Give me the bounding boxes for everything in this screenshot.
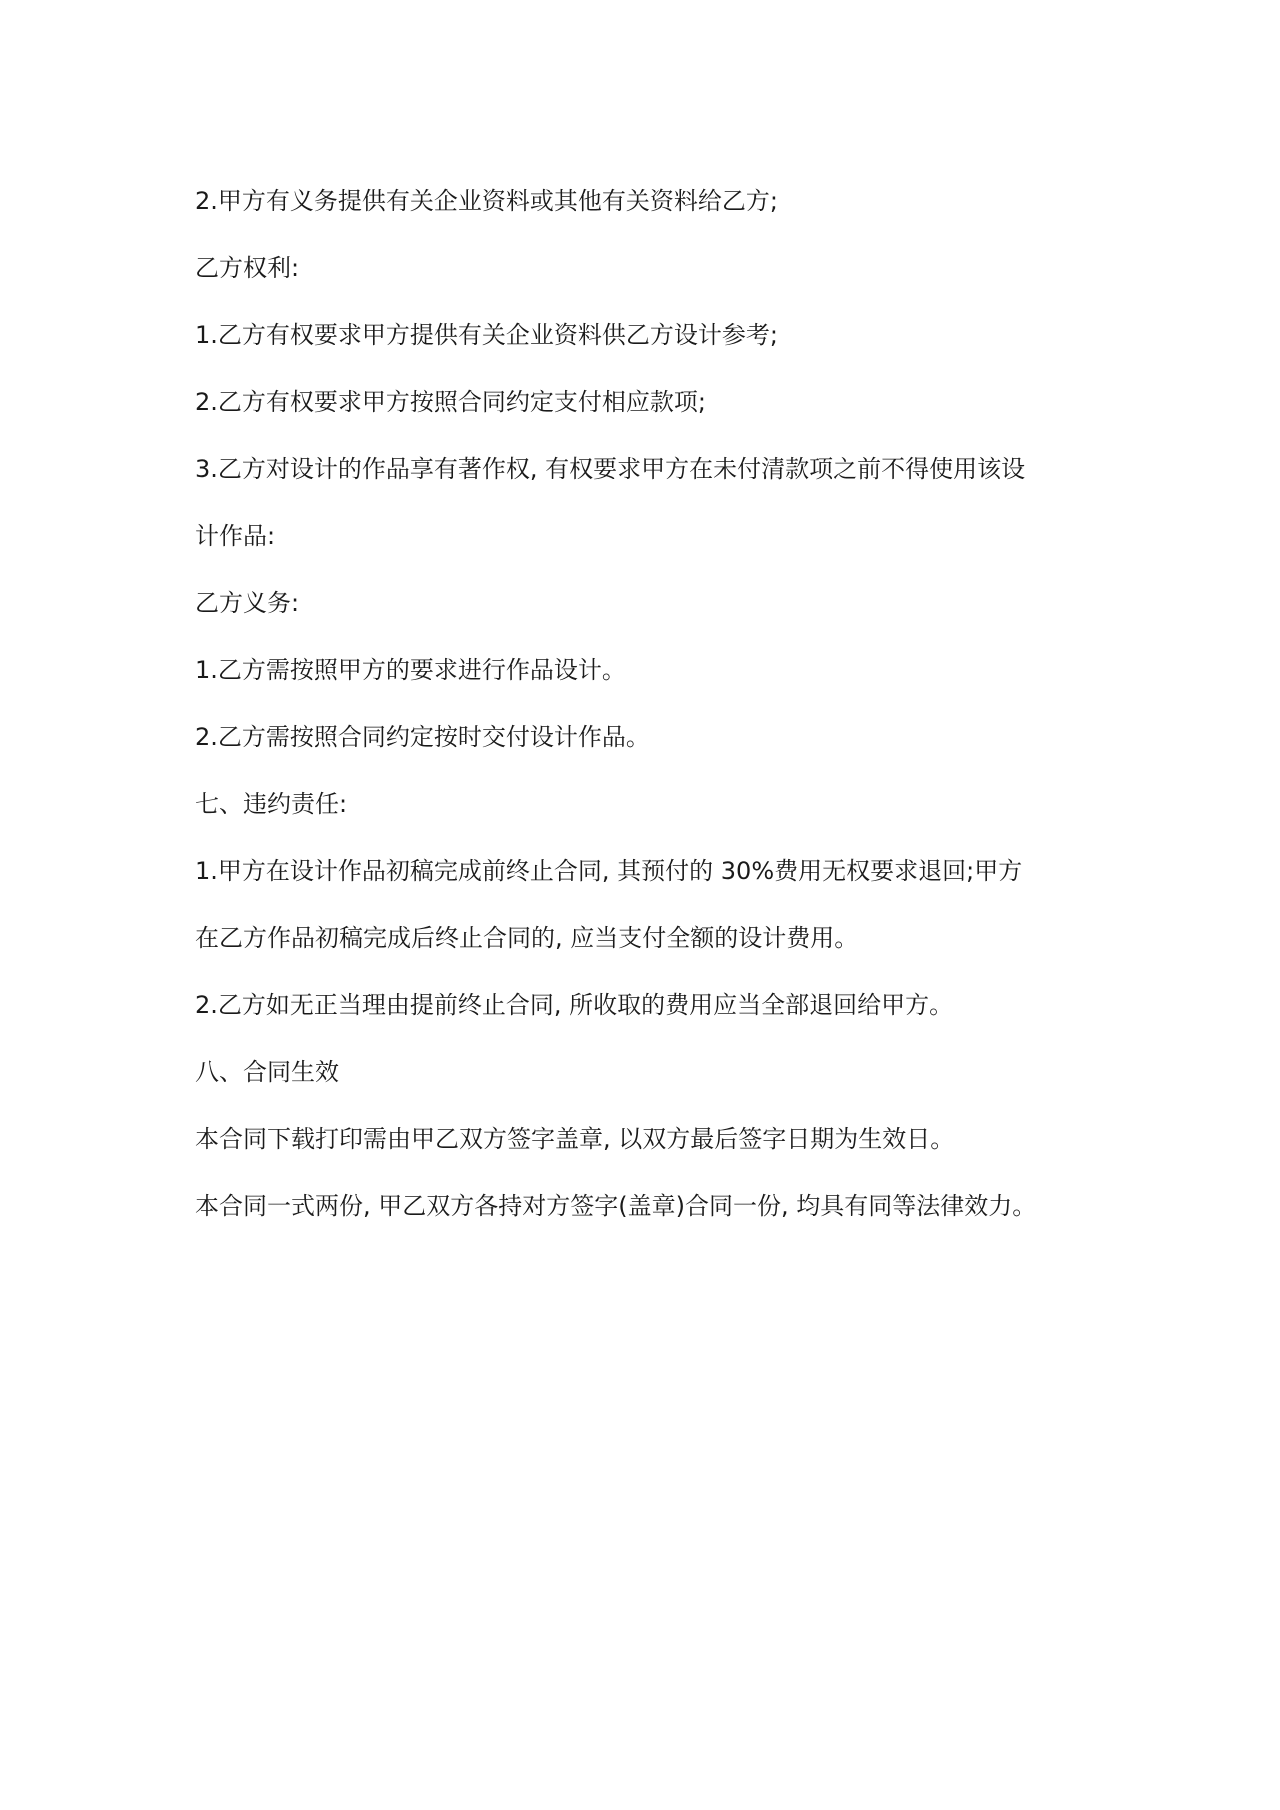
section-heading: 乙方义务:: [195, 589, 300, 617]
text-line: 2.乙方需按照合同约定按时交付设计作品。: [195, 723, 650, 751]
section-heading: 乙方权利:: [195, 254, 300, 282]
text-line: 2.乙方有权要求甲方按照合同约定支付相应款项;: [195, 388, 706, 416]
document-body: [195, 168, 1095, 1240]
text-line: 1.乙方有权要求甲方提供有关企业资料供乙方设计参考;: [195, 321, 778, 349]
text-line: 2.乙方如无正当理由提前终止合同, 所收取的费用应当全部退回给甲方。: [195, 991, 954, 1019]
text-line: 计作品:: [195, 522, 276, 550]
text-line: 本合同下载打印需由甲乙双方签字盖章, 以双方最后签字日期为生效日。: [195, 1125, 955, 1153]
text-line: 在乙方作品初稿完成后终止合同的, 应当支付全额的设计费用。: [195, 924, 859, 952]
section-heading: 七、违约责任:: [195, 790, 348, 818]
text-line: 1.乙方需按照甲方的要求进行作品设计。: [195, 656, 626, 684]
text-line: 本合同一式两份, 甲乙双方各持对方签字(盖章)合同一份, 均具有同等法律效力。: [195, 1192, 1037, 1220]
section-heading: 八、合同生效: [195, 1058, 339, 1086]
text-line: 1.甲方在设计作品初稿完成前终止合同, 其预付的 30%费用无权要求退回;甲方: [195, 857, 1023, 885]
text-line: 3.乙方对设计的作品享有著作权, 有权要求甲方在未付清款项之前不得使用该设: [195, 455, 1026, 483]
text-line: 2.甲方有义务提供有关企业资料或其他有关资料给乙方;: [195, 187, 778, 215]
